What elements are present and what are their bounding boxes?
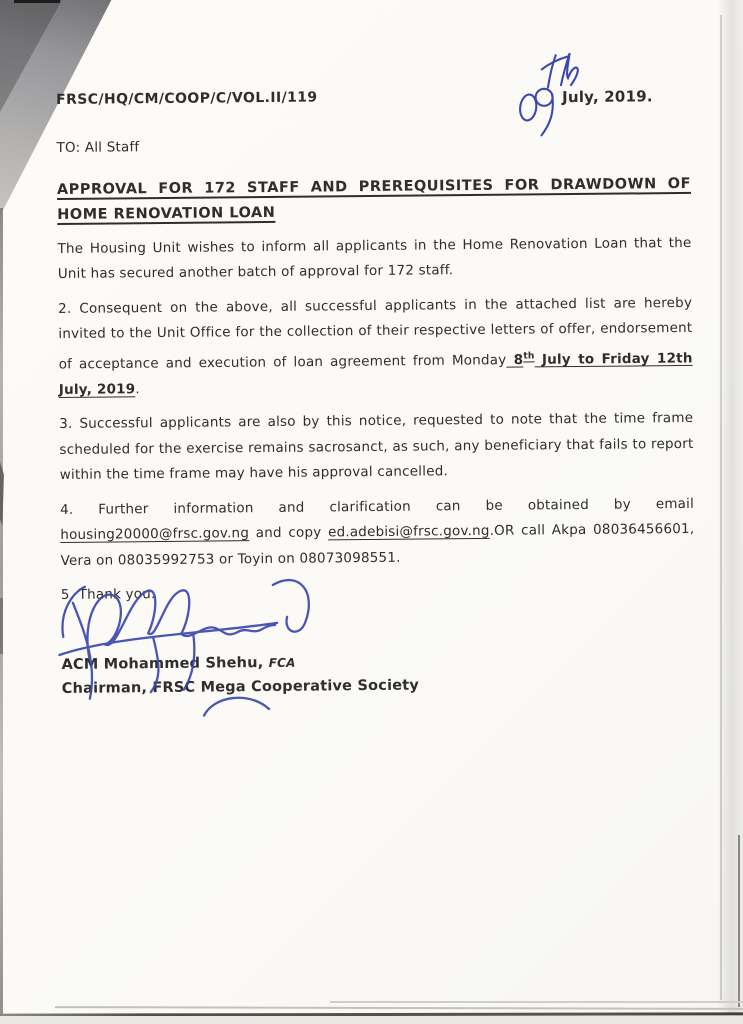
paragraph-4: 4. Further information and clarification can be obtained by email housing20000@frsc.gov.ng and copy ed.adebisi@frsc.gov.ng.OR call Akpa 08036456601, Vera on 08035992753 or Toyin on 08073098551. [59, 495, 695, 569]
page-crease-line [720, 15, 722, 1000]
paper-stack-edge [330, 1001, 743, 1003]
signoff-name: ACM Mohammed Shehu, [61, 654, 269, 673]
signoff-credential: FCA [268, 655, 296, 670]
scan-edge-mark [0, 598, 3, 654]
scan-edge-right [738, 835, 740, 1007]
reference-number: FRSC/HQ/CM/COOP/C/VOL.II/119 [56, 89, 318, 108]
printed-date: July, 2019. [562, 87, 653, 107]
letter-header [56, 82, 690, 114]
paragraph-1: The Housing Unit wishes to inform all applicants in the Home Renovation Loan that the Unit has secured another batch of approval for 172 staff. [57, 234, 692, 282]
paper-stack-edge [55, 1006, 743, 1010]
date-block [506, 44, 697, 151]
scan-edge-top [14, 0, 60, 3]
paragraph-3: 3. Successful applicants are also by this notice, requested to note that the time frame scheduled for the exercise remains sacrosanct, as such, any beneficiary that fails to report within the time frame may have his approval cancelled. [59, 409, 694, 483]
addressee-line: TO: All Staff [56, 139, 140, 156]
subject-title: APPROVAL FOR 172 STAFF AND PREREQUISITES FOR DRAWDOWN OF HOME RENOVATION LOAN [56, 175, 692, 223]
paragraph-2: 2. Consequent on the above, all successful applicants in the attached list are hereby invited to the Unit Office for the collection of their respective letters of offer, endorsement of acceptance and execution of loan agreement from Monday 8th July to Friday 12th July, 2019. [58, 294, 693, 398]
paragraph-5: 5. Thank you. [60, 586, 156, 603]
paper-stack-underlay [0, 1016, 743, 1024]
signoff-block [61, 646, 695, 700]
scan-edge-mark [0, 462, 4, 526]
signoff-title-line: Chairman, FRSC Mega Cooperative Society [61, 677, 420, 697]
letter-content [56, 82, 696, 701]
